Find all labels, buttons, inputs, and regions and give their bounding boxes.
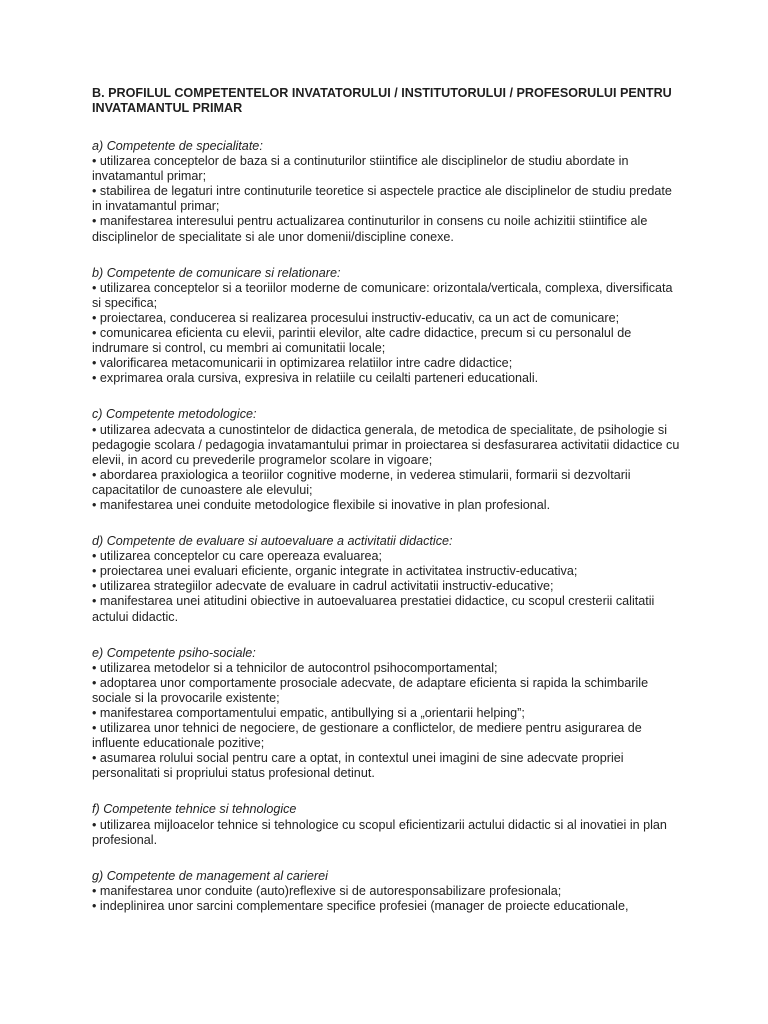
bullet-icon: • bbox=[92, 660, 97, 675]
list-item-text: utilizarea strategiilor adecvate de evaluare in cadrul activitatii instructiv-educative; bbox=[99, 579, 554, 594]
list-item-text: utilizarea mijloacelor tehnice si tehnologice cu scopul eficientizarii actului didactic si al inovatiei in plan profesional. bbox=[92, 817, 667, 847]
competence-section bbox=[92, 802, 682, 847]
list-item-text: manifestarea unei atitudini obiective in autoevaluarea prestatiei didactice, cu scopul cresterii calitatii actului didactic. bbox=[92, 594, 655, 624]
bullet-icon: • bbox=[92, 817, 97, 832]
list-item-text: indeplinirea unor sarcini complementare specifice profesiei (manager de proiecte educationale, bbox=[99, 898, 629, 913]
section-heading: e) Competente psiho-sociale: bbox=[92, 645, 256, 660]
list-item bbox=[92, 356, 682, 371]
list-item bbox=[92, 154, 682, 184]
list-item-text: utilizarea unor tehnici de negociere, de gestionare a conflictelor, de mediere pentru asigurarea de influente educationale pozitive; bbox=[92, 721, 642, 751]
bullet-icon: • bbox=[92, 184, 97, 199]
list-item-text: stabilirea de legaturi intre continuturile teoretice si aspectele practice ale disciplinelor de studiu predate in invatamantul primar; bbox=[92, 184, 672, 214]
bullet-icon: • bbox=[92, 594, 97, 609]
list-item bbox=[92, 498, 682, 513]
list-item bbox=[92, 468, 682, 498]
list-item bbox=[92, 884, 682, 899]
list-item-text: manifestarea unor conduite (auto)reflexive si de autoresponsabilizare profesionala; bbox=[99, 883, 562, 898]
list-item bbox=[92, 423, 682, 468]
section-heading: d) Competente de evaluare si autoevaluare a activitatii didactice: bbox=[92, 534, 453, 549]
list-item-text: proiectarea unei evaluari eficiente, organic integrate in activitatea instructiv-educativa; bbox=[99, 564, 578, 579]
bullet-icon: • bbox=[92, 564, 97, 579]
list-item bbox=[92, 661, 682, 676]
list-item-text: utilizarea conceptelor cu care opereaza evaluarea; bbox=[99, 549, 383, 564]
bullet-icon: • bbox=[92, 154, 97, 169]
document-page bbox=[92, 86, 682, 935]
list-item-text: manifestarea interesului pentru actualizarea continuturilor in consens cu noile achizitii stiintifice ale disciplinelor de specialitate si ale unor domenii/discipline conexe. bbox=[92, 214, 648, 244]
list-item bbox=[92, 706, 682, 721]
list-item bbox=[92, 214, 682, 244]
competence-section bbox=[92, 407, 682, 513]
bullet-icon: • bbox=[92, 497, 97, 512]
list-item-text: proiectarea, conducerea si realizarea procesului instructiv-educativ, ca un act de comunicare; bbox=[99, 310, 620, 325]
list-item bbox=[92, 721, 682, 751]
list-item bbox=[92, 281, 682, 311]
bullet-icon: • bbox=[92, 675, 97, 690]
list-item bbox=[92, 818, 682, 848]
section-heading: f) Competente tehnice si tehnologice bbox=[92, 802, 297, 817]
bullet-icon: • bbox=[92, 751, 97, 766]
bullet-icon: • bbox=[92, 326, 97, 341]
list-item bbox=[92, 751, 682, 781]
competence-section bbox=[92, 646, 682, 782]
list-item-text: manifestarea comportamentului empatic, antibullying si a „orientarii helping”; bbox=[99, 706, 525, 720]
bullet-icon: • bbox=[92, 579, 97, 594]
list-item bbox=[92, 676, 682, 706]
list-item-text: adoptarea unor comportamente prosociale adecvate, de adaptare eficienta si rapida la schimbarile sociale si la provocarile existente; bbox=[92, 675, 649, 705]
list-item bbox=[92, 564, 682, 579]
document-title: B. PROFILUL COMPETENTELOR INVATATORULUI / INSTITUTORULUI / PROFESORULUI PENTRU INVATAMANTUL PRIMAR bbox=[92, 86, 672, 115]
list-item bbox=[92, 311, 682, 326]
list-item-text: utilizarea adecvata a cunostintelor de didactica generala, de metodica de specialitate, de psihologie si pedagogie scolara / pedagogia invatamantului primar in proiectarea si desfasurarea activitatii didactice cu elevii, in acord cu prevederile programelor scolare in vigoare; bbox=[92, 422, 680, 467]
bullet-icon: • bbox=[92, 549, 97, 564]
competence-section bbox=[92, 266, 682, 387]
list-item-text: utilizarea conceptelor de baza si a continuturilor stiintifice ale disciplinelor de studiu abordate in invatamantul primar; bbox=[92, 154, 629, 184]
competence-section bbox=[92, 139, 682, 245]
section-heading: g) Competente de management al carierei bbox=[92, 868, 328, 883]
list-item bbox=[92, 579, 682, 594]
list-item bbox=[92, 594, 682, 624]
bullet-icon: • bbox=[92, 371, 97, 386]
bullet-icon: • bbox=[92, 467, 97, 482]
list-item-text: abordarea praxiologica a teoriilor cognitive moderne, in vederea stimularii, formarii si dezvoltarii capacitatilor de cunoastere ale elevului; bbox=[92, 467, 631, 497]
bullet-icon: • bbox=[92, 898, 97, 913]
list-item-text: manifestarea unei conduite metodologice flexibile si inovative in plan profesional. bbox=[99, 497, 551, 512]
bullet-icon: • bbox=[92, 356, 97, 371]
list-item-text: exprimarea orala cursiva, expresiva in relatiile cu ceilalti parteneri educationali. bbox=[99, 371, 539, 386]
section-heading: a) Competente de specialitate: bbox=[92, 139, 263, 153]
bullet-icon: • bbox=[92, 214, 97, 229]
list-item bbox=[92, 184, 682, 214]
bullet-icon: • bbox=[92, 280, 97, 295]
bullet-icon: • bbox=[92, 422, 97, 437]
bullet-icon: • bbox=[92, 883, 97, 898]
list-item-text: comunicarea eficienta cu elevii, parintii elevilor, alte cadre didactice, precum si cu personalul de indrumare si control, cu membri ai comunitatii locale; bbox=[92, 326, 632, 356]
list-item bbox=[92, 326, 682, 356]
list-item bbox=[92, 371, 682, 386]
list-item-text: utilizarea conceptelor si a teoriilor moderne de comunicare: orizontala/verticala, complexa, diversificata si specifica; bbox=[92, 280, 673, 310]
bullet-icon: • bbox=[92, 310, 97, 325]
bullet-icon: • bbox=[92, 721, 97, 736]
section-heading: b) Competente de comunicare si relationare: bbox=[92, 265, 341, 280]
section-heading: c) Competente metodologice: bbox=[92, 407, 257, 422]
bullet-icon: • bbox=[92, 706, 97, 720]
competence-section bbox=[92, 534, 682, 625]
list-item bbox=[92, 899, 682, 914]
sections-container bbox=[92, 139, 682, 914]
list-item-text: utilizarea metodelor si a tehnicilor de autocontrol psihocomportamental; bbox=[99, 660, 498, 675]
list-item-text: valorificarea metacomunicarii in optimizarea relatiilor intre cadre didactice; bbox=[99, 356, 513, 371]
competence-section bbox=[92, 869, 682, 914]
list-item bbox=[92, 549, 682, 564]
list-item-text: asumarea rolului social pentru care a optat, in contextul unei imagini de sine adecvate propriei personalitati si propriului status profesional detinut. bbox=[92, 751, 624, 781]
